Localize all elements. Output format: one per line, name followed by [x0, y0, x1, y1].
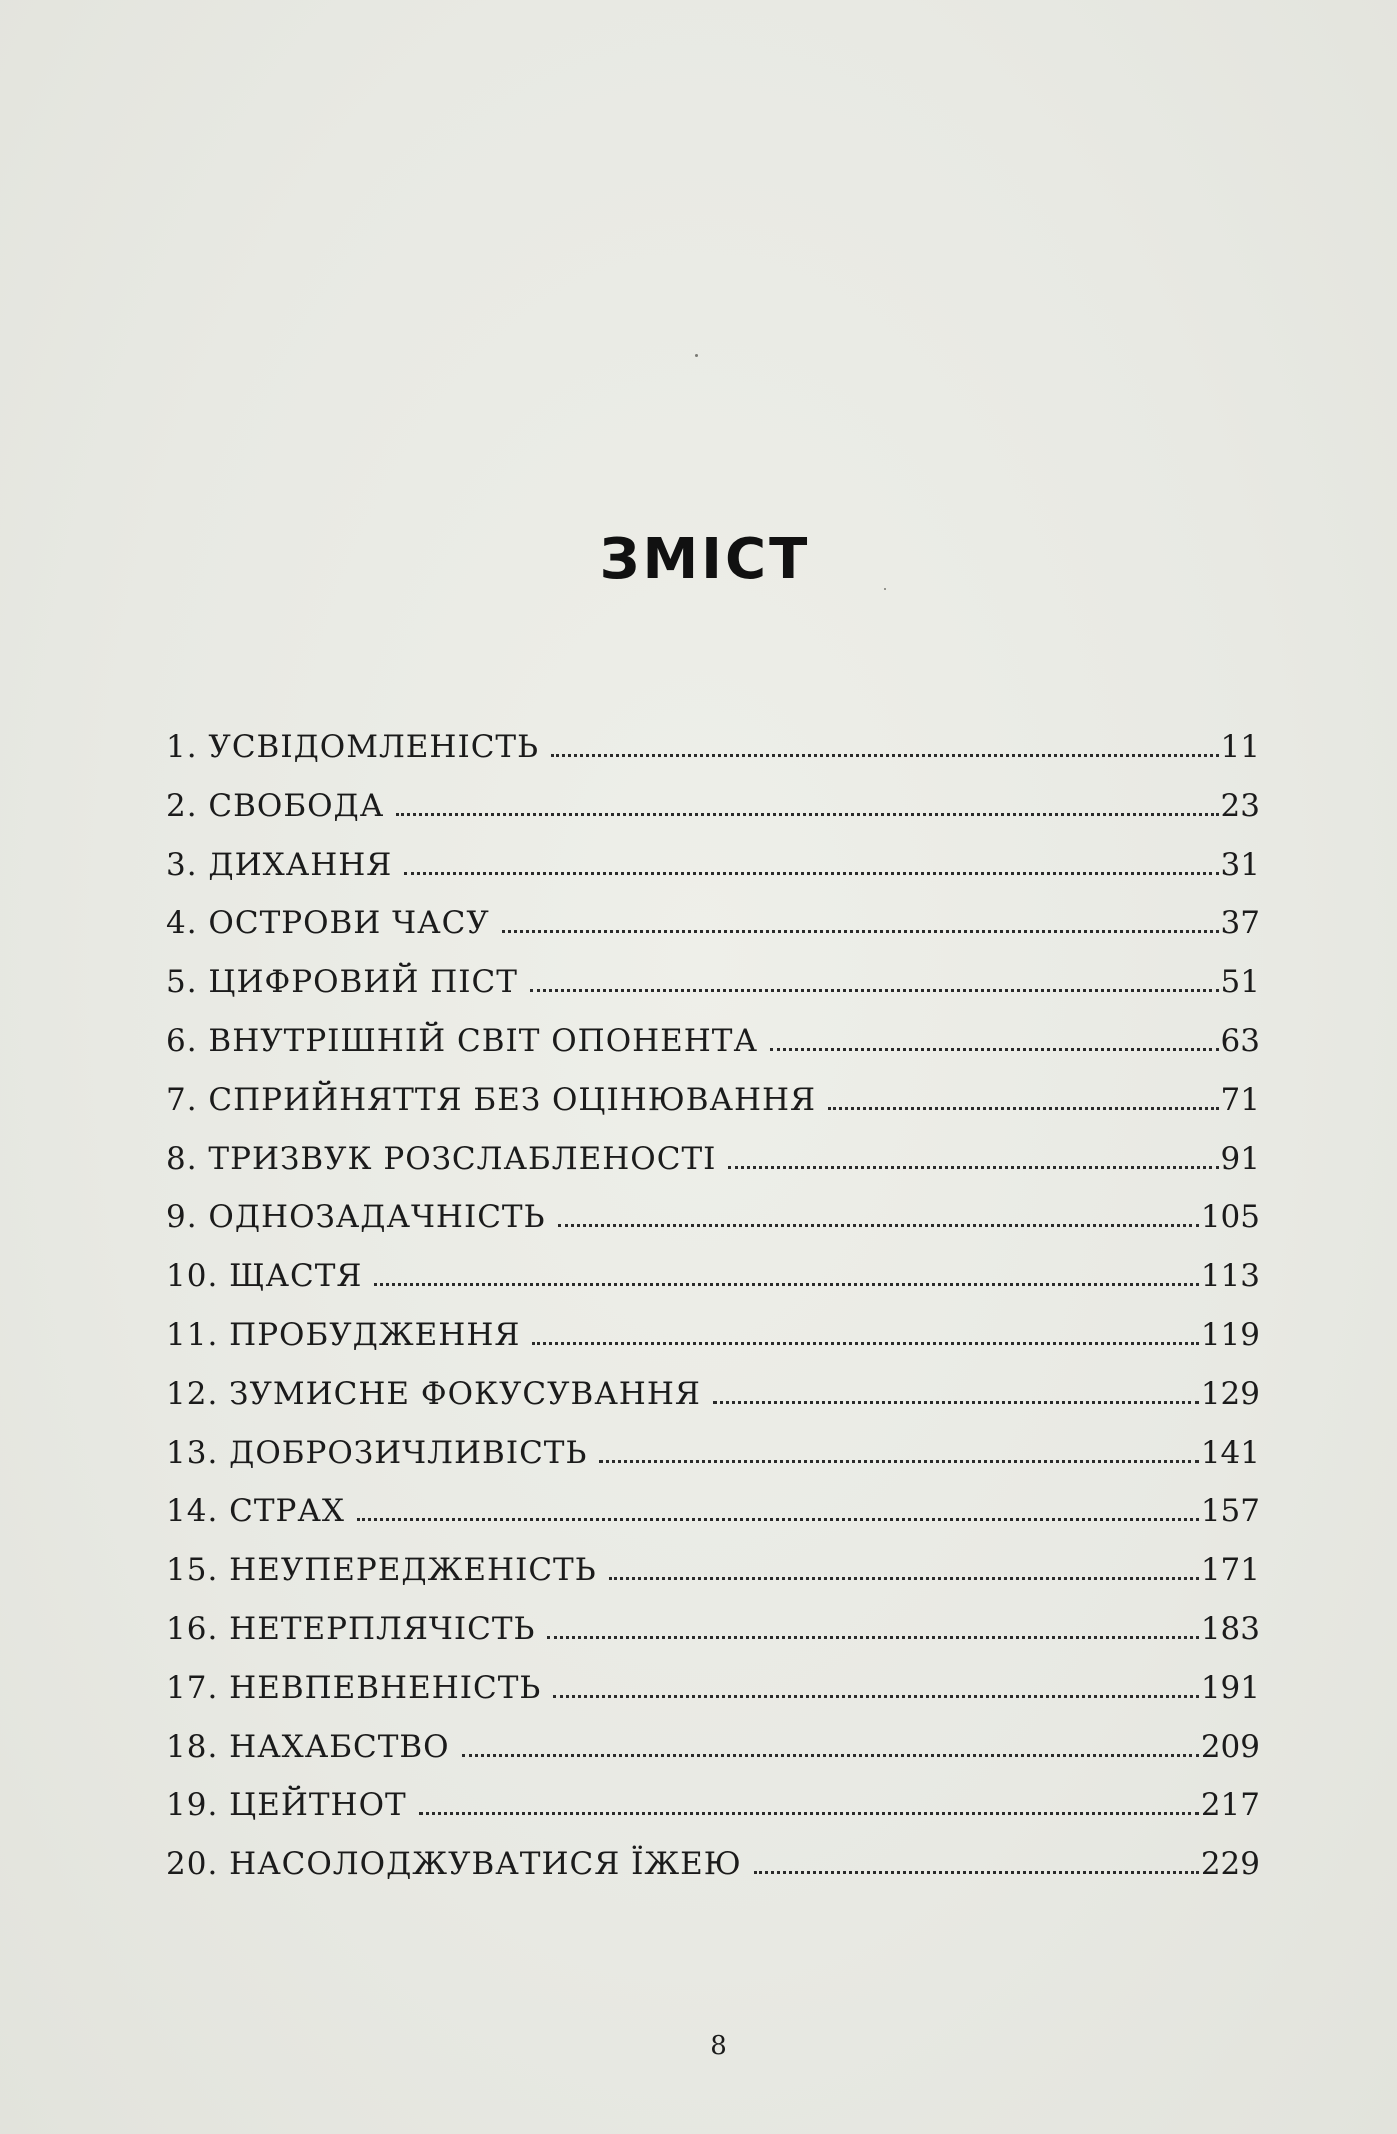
toc-entry	[166, 1130, 1260, 1189]
toc-entry-page: 171	[1200, 1552, 1260, 1589]
toc-entry-page: 217	[1200, 1787, 1260, 1824]
dot-leader	[754, 1870, 1199, 1874]
page-number: 8	[710, 2031, 727, 2061]
toc-entry	[166, 1718, 1260, 1777]
toc-entry	[166, 1188, 1260, 1247]
dot-leader	[599, 1459, 1198, 1463]
toc-entry	[166, 1600, 1260, 1659]
toc-entry-page: 11	[1220, 729, 1260, 765]
paper-speck	[695, 354, 698, 357]
toc-entry-title: 7. СПРИЙНЯТТЯ БЕЗ ОЦІНЮВАННЯ	[166, 1081, 817, 1118]
dot-leader	[532, 1341, 1198, 1345]
toc-entry-title: 3. ДИХАННЯ	[166, 846, 393, 883]
toc-entry-page: 209	[1200, 1728, 1260, 1765]
dot-leader	[728, 1165, 1218, 1169]
toc-entry-page: 37	[1220, 905, 1260, 942]
toc-entry	[166, 1835, 1260, 1894]
toc-entry	[166, 1365, 1260, 1424]
dot-leader	[713, 1400, 1199, 1404]
toc-entry	[166, 1541, 1260, 1600]
toc-entry-title: 4. ОСТРОВИ ЧАСУ	[166, 905, 490, 942]
dot-leader	[404, 871, 1218, 875]
dot-leader	[553, 1694, 1199, 1698]
toc-entry-title: 8. ТРИЗВУК РОЗСЛАБЛЕНОСТІ	[166, 1140, 717, 1177]
toc-entry-title: 2. СВОБОДА	[166, 787, 385, 824]
page-title: ЗМІСТ	[599, 527, 811, 592]
toc-entry-title: 13. ДОБРОЗИЧЛИВІСТЬ	[166, 1434, 588, 1471]
toc-entry	[166, 1659, 1260, 1718]
toc-entry-page: 191	[1200, 1669, 1260, 1706]
dot-leader	[547, 1635, 1198, 1639]
toc-entry	[166, 777, 1260, 836]
toc-entry-page: 129	[1200, 1375, 1260, 1412]
toc-entry-page: 31	[1220, 846, 1260, 883]
toc-entry-title: 18. НАХАБСТВО	[166, 1728, 450, 1765]
dot-leader	[558, 1223, 1199, 1227]
toc-entry	[166, 894, 1260, 953]
toc-entry-page: 157	[1200, 1493, 1260, 1530]
dot-leader	[770, 1047, 1219, 1051]
toc-entry-page: 141	[1200, 1434, 1260, 1471]
toc-entry-page: 113	[1200, 1258, 1260, 1295]
dot-leader	[357, 1517, 1199, 1521]
dot-leader	[551, 753, 1219, 757]
dot-leader	[374, 1282, 1198, 1286]
toc-entry	[166, 1012, 1260, 1071]
toc-entry-page: 119	[1200, 1316, 1260, 1353]
toc-entry-title: 17. НЕВПЕВНЕНІСТЬ	[166, 1669, 542, 1706]
dot-leader	[419, 1811, 1199, 1815]
toc-entry-title: 1. УСВІДОМЛЕНІСТЬ	[166, 729, 540, 765]
dot-leader	[396, 812, 1218, 816]
toc-entry	[166, 1306, 1260, 1365]
toc-entry-page: 23	[1220, 787, 1260, 824]
dot-leader	[502, 929, 1219, 933]
toc-entry-title: 16. НЕТЕРПЛЯЧІСТЬ	[166, 1610, 536, 1647]
dot-leader	[828, 1106, 1218, 1110]
toc-entry-title: 12. ЗУМИСНЕ ФОКУСУВАННЯ	[166, 1375, 701, 1412]
toc-entry-page: 183	[1200, 1610, 1260, 1647]
toc-entry-title: 11. ПРОБУДЖЕННЯ	[166, 1316, 521, 1353]
dot-leader	[462, 1753, 1199, 1757]
toc-entry-title: 9. ОДНОЗАДАЧНІСТЬ	[166, 1199, 546, 1236]
toc-entry-title: 14. СТРАХ	[166, 1493, 345, 1530]
toc-entry-title: 15. НЕУПЕРЕДЖЕНІСТЬ	[166, 1552, 597, 1589]
toc-entry	[166, 1071, 1260, 1130]
dot-leader	[609, 1576, 1199, 1580]
dot-leader	[530, 988, 1219, 992]
toc-entry-page: 105	[1200, 1199, 1260, 1236]
toc-entry	[166, 718, 1260, 777]
toc-entry-title: 19. ЦЕЙТНОТ	[166, 1787, 407, 1824]
toc-entry-page: 51	[1220, 964, 1260, 1001]
toc-entry	[166, 1424, 1260, 1483]
toc-entry-title: 6. ВНУТРІШНІЙ СВІТ ОПОНЕНТА	[166, 1022, 758, 1059]
toc-entry	[166, 953, 1260, 1012]
toc-entry-title: 20. НАСОЛОДЖУВАТИСЯ ЇЖЕЮ	[166, 1846, 742, 1883]
toc-entry-title: 5. ЦИФРОВИЙ ПІСТ	[166, 964, 518, 1001]
toc-entry	[166, 836, 1260, 895]
table-of-contents	[166, 718, 1260, 1894]
toc-entry-title: 10. ЩАСТЯ	[166, 1258, 363, 1295]
toc-entry-page: 63	[1220, 1022, 1260, 1059]
toc-entry	[166, 1482, 1260, 1541]
toc-entry	[166, 1247, 1260, 1306]
toc-entry-page: 229	[1200, 1846, 1260, 1883]
toc-entry-page: 91	[1220, 1140, 1260, 1177]
toc-entry-page: 71	[1220, 1081, 1260, 1118]
toc-entry	[166, 1776, 1260, 1835]
